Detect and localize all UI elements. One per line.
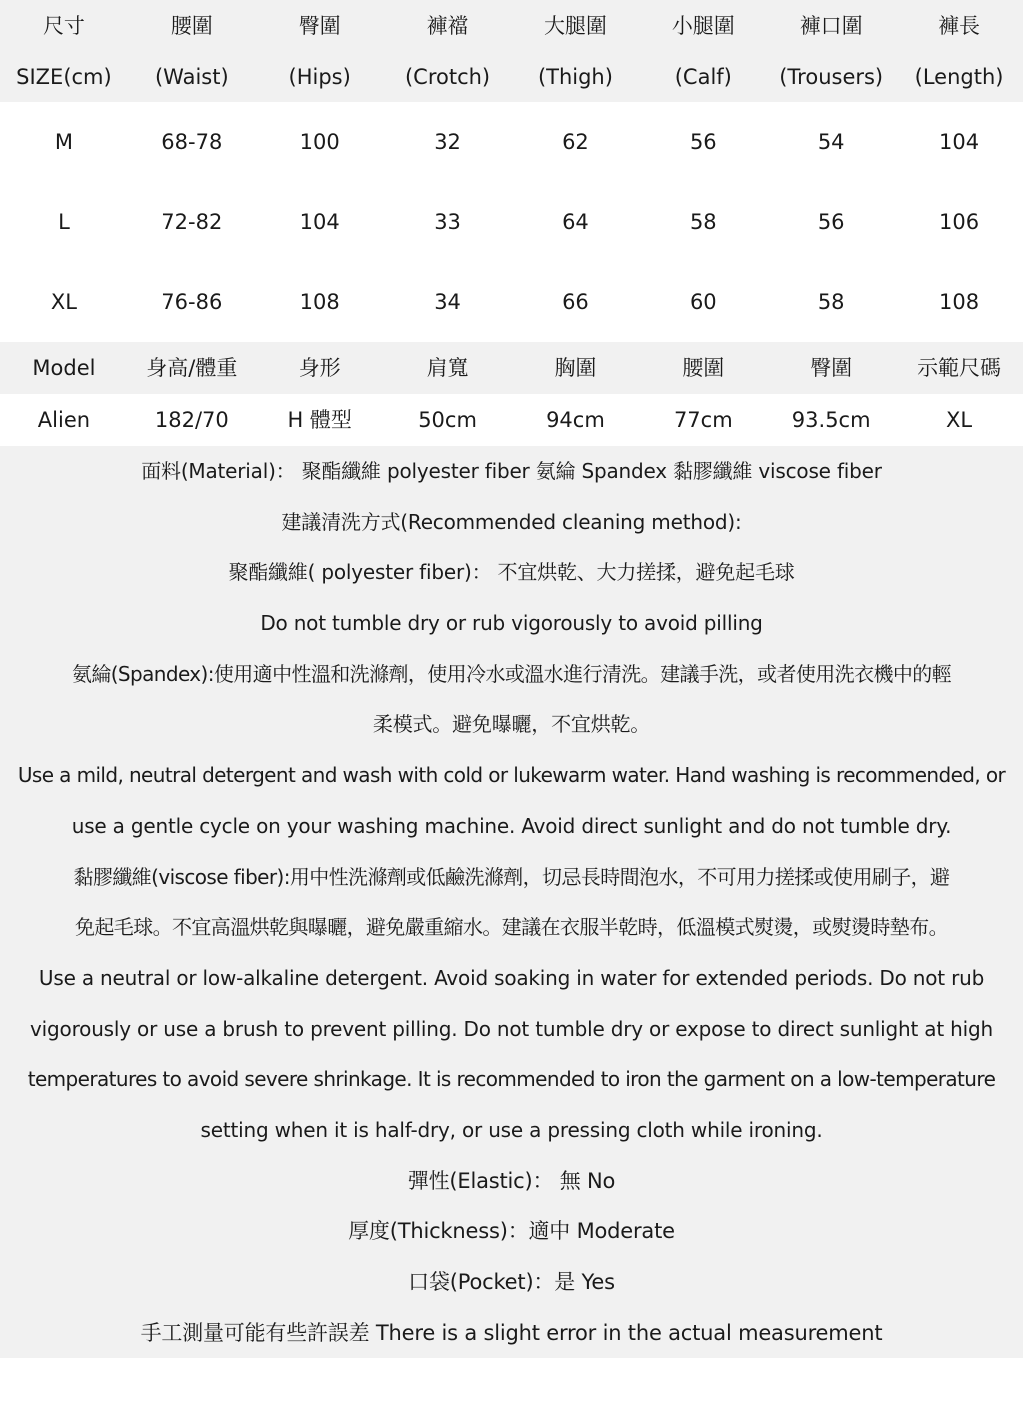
calf-value: 58 (689, 209, 717, 234)
model-height-weight: 182/70 (154, 407, 229, 432)
measurement-note: 手工測量可能有些許誤差 There is a slight error in the actual measurement (140, 1320, 883, 1345)
spandex-en-1: Use a mild, neutral detergent and wash with cold or lukewarm water. Hand washing is recommended, or (17, 763, 1006, 788)
model-size: XL (946, 407, 973, 432)
header-waist-en: (Waist) (154, 64, 229, 89)
trousers-value: 56 (817, 209, 845, 234)
header-thigh-en: (Thigh) (537, 64, 613, 89)
header-waist-zh: 腰圍 (170, 13, 213, 38)
header-length-en: (Length) (914, 64, 1004, 89)
header-size-zh: 尺寸 (42, 13, 85, 38)
size-label: L (58, 209, 70, 234)
header-hips-en: (Hips) (288, 64, 351, 89)
length-value: 108 (939, 289, 980, 314)
model-header-size: 示範尺碼 (917, 355, 1002, 380)
waist-value: 72-82 (161, 209, 223, 234)
model-body-type: H 體型 (287, 407, 352, 432)
model-header-height-weight: 身高/體重 (146, 355, 238, 380)
calf-value: 60 (689, 289, 717, 314)
polyester-en: Do not tumble dry or rub vigorously to avoid pilling (260, 611, 763, 636)
trousers-value: 54 (817, 129, 845, 154)
crotch-value: 33 (434, 209, 461, 234)
care-notes (0, 446, 1023, 1358)
model-header-name: Model (32, 355, 96, 380)
size-header-en-row (0, 52, 1023, 102)
header-calf-zh: 小腿圍 (671, 13, 735, 38)
model-header-shoulder: 肩寬 (426, 355, 469, 380)
model-waist: 77cm (673, 407, 733, 432)
viscose-en-2: vigorously or use a brush to prevent pilling. Do not tumble dry or expose to direct sunlight at high (30, 1016, 993, 1041)
model-values-row (0, 394, 1023, 446)
cleaning-title: 建議清洗方式(Recommended cleaning method): (281, 509, 742, 534)
model-hips: 93.5cm (791, 407, 871, 432)
polyester-zh: 聚酯纖維( polyester fiber)： 不宜烘乾、大力搓揉，避免起毛球 (228, 560, 795, 585)
header-hips-zh: 臀圍 (298, 13, 341, 38)
elastic-line: 彈性(Elastic)： 無 No (407, 1168, 616, 1193)
size-label: M (54, 129, 73, 154)
table-row (0, 262, 1023, 342)
spandex-en-2: use a gentle cycle on your washing machine. Avoid direct sunlight and do not tumble dry. (71, 813, 952, 838)
viscose-zh-2: 免起毛球。不宜高溫烘乾與曝曬，避免嚴重縮水。建議在衣服半乾時，低溫模式熨燙，或熨燙時墊布。 (75, 915, 948, 940)
length-value: 106 (939, 209, 980, 234)
thigh-value: 62 (562, 129, 589, 154)
header-size-en: SIZE(cm) (16, 64, 112, 89)
thickness-line: 厚度(Thickness)：適中 Moderate (348, 1219, 675, 1244)
trousers-value: 58 (817, 289, 845, 314)
waist-value: 68-78 (161, 129, 223, 154)
material-line: 面料(Material)： 聚酯纖維 polyester fiber 氨綸 Spandex 黏膠纖維 viscose fiber (141, 459, 882, 483)
model-header-body-type: 身形 (298, 355, 341, 380)
viscose-en-3: temperatures to avoid severe shrinkage. It is recommended to iron the garment on a low-temperature (27, 1067, 996, 1092)
model-header-hips: 臀圍 (810, 355, 853, 380)
length-value: 104 (939, 129, 980, 154)
model-chest: 94cm (546, 407, 605, 432)
size-header-zh-row (0, 0, 1023, 52)
spandex-zh-1: 氨綸(Spandex):使用適中性溫和洗滌劑，使用冷水或溫水進行清洗。建議手洗，或者使用洗衣機中的輕 (71, 661, 952, 686)
header-trousers-en: (Trousers) (779, 64, 884, 89)
model-header-chest: 胸圍 (554, 355, 597, 380)
thigh-value: 64 (562, 209, 589, 234)
viscose-en-4: setting when it is half-dry, or use a pressing cloth while ironing. (200, 1117, 823, 1142)
viscose-en-1: Use a neutral or low-alkaline detergent. Avoid soaking in water for extended periods. Do not rub (38, 965, 985, 990)
size-label: XL (50, 289, 77, 314)
crotch-value: 34 (434, 289, 461, 314)
waist-value: 76-86 (161, 289, 223, 314)
hips-value: 100 (299, 129, 340, 154)
header-crotch-en: (Crotch) (404, 64, 491, 89)
calf-value: 56 (689, 129, 717, 154)
table-row (0, 182, 1023, 262)
viscose-zh-1: 黏膠纖維(viscose fiber):用中性洗滌劑或低鹼洗滌劑，切忌長時間泡水，不可用力搓揉或使用刷子，避 (73, 864, 950, 889)
hips-value: 104 (299, 209, 340, 234)
model-shoulder: 50cm (418, 407, 477, 432)
hips-value: 108 (299, 289, 340, 314)
pocket-line: 口袋(Pocket)：是 Yes (408, 1270, 615, 1294)
header-calf-en: (Calf) (674, 64, 732, 89)
header-crotch-zh: 褲襠 (426, 13, 469, 38)
spandex-zh-2: 柔模式。避免曝曬，不宜烘乾。 (372, 712, 651, 737)
model-name: Alien (37, 407, 91, 432)
thigh-value: 66 (562, 289, 589, 314)
model-header-waist: 腰圍 (682, 355, 725, 380)
header-thigh-zh: 大腿圍 (543, 13, 607, 38)
header-trousers-zh: 褲口圍 (799, 13, 863, 38)
header-length-zh: 褲長 (938, 13, 981, 38)
table-row (0, 102, 1023, 182)
crotch-value: 32 (434, 129, 461, 154)
model-header-row (0, 342, 1023, 394)
